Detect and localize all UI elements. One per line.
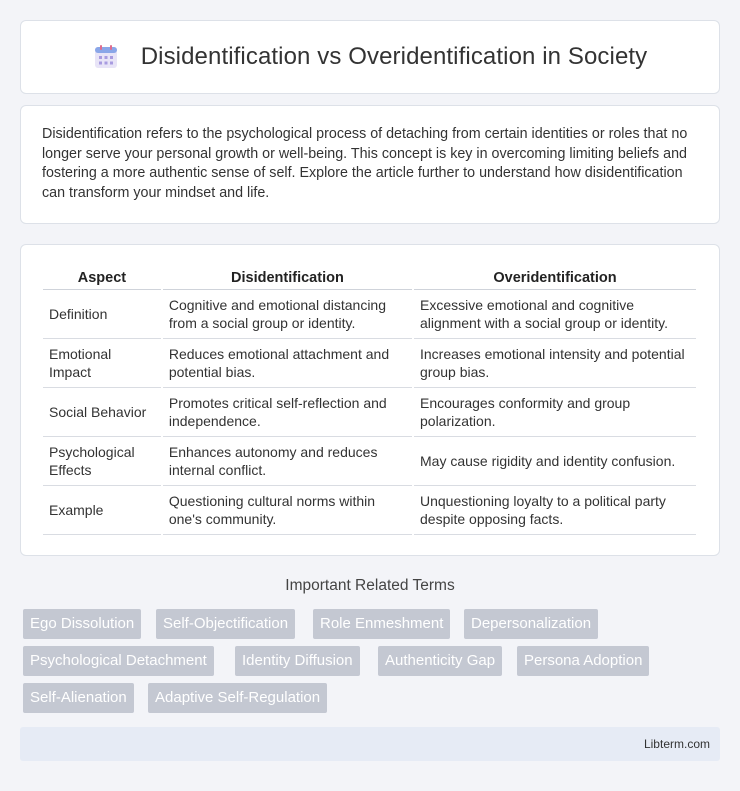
related-term-tag[interactable]: Role Enmeshment [313, 609, 450, 639]
title-card [20, 20, 720, 94]
cell-disidentification: Cognitive and emotional distancing from a social group or identity. [163, 290, 412, 339]
related-term-tag[interactable]: Depersonalization [464, 609, 598, 639]
table-row [43, 339, 696, 388]
cell-overidentification: Encourages conformity and group polarization. [414, 388, 696, 437]
comparison-table [41, 267, 698, 535]
cell-disidentification: Questioning cultural norms within one's community. [163, 486, 412, 535]
header-overidentification: Overidentification [414, 267, 696, 290]
cell-aspect: Emotional Impact [43, 339, 161, 388]
intro-card [20, 105, 720, 224]
intro-text: Disidentification refers to the psychological process of detaching from certain identities or roles that no longer serve your personal growth or well-being. This concept is key in overcoming limiting beliefs and fostering a more authentic sense of self. Explore the article further to understand how disidentification can transform your mindset and life. [42, 126, 688, 201]
cell-disidentification: Promotes critical self-reflection and independence. [163, 388, 412, 437]
footer-site-link[interactable]: Libterm.com [643, 737, 710, 751]
cell-disidentification: Reduces emotional attachment and potential bias. [163, 339, 412, 388]
related-term-tag[interactable]: Identity Diffusion [235, 646, 360, 676]
related-term-tag[interactable]: Ego Dissolution [23, 609, 141, 639]
page-title: Disidentification vs Overidentification in Society [140, 43, 648, 70]
cell-aspect: Social Behavior [43, 388, 161, 437]
related-term-tag[interactable]: Psychological Detachment [23, 646, 214, 676]
table-row [43, 486, 696, 535]
related-term-tag[interactable]: Self-Objectification [156, 609, 295, 639]
related-terms-title: Important Related Terms [285, 577, 455, 594]
related-term-tag[interactable]: Self-Alienation [23, 683, 134, 713]
table-row [43, 388, 696, 437]
cell-overidentification: Increases emotional intensity and potential group bias. [414, 339, 696, 388]
related-term-tag[interactable]: Authenticity Gap [378, 646, 502, 676]
cell-overidentification: May cause rigidity and identity confusion. [414, 437, 696, 486]
cell-aspect: Definition [43, 290, 161, 339]
related-term-tag[interactable]: Adaptive Self-Regulation [148, 683, 327, 713]
table-row [43, 290, 696, 339]
cell-overidentification: Unquestioning loyalty to a political party despite opposing facts. [414, 486, 696, 535]
cell-aspect: Psychological Effects [43, 437, 161, 486]
cell-overidentification: Excessive emotional and cognitive alignment with a social group or identity. [414, 290, 696, 339]
footer [20, 727, 720, 761]
cell-disidentification: Enhances autonomy and reduces internal conflict. [163, 437, 412, 486]
table-header-row [43, 267, 696, 290]
comparison-table-card [20, 244, 720, 556]
related-term-tag[interactable]: Persona Adoption [517, 646, 649, 676]
header-disidentification: Disidentification [163, 267, 412, 290]
cell-aspect: Example [43, 486, 161, 535]
header-aspect: Aspect [43, 267, 161, 290]
table-row [43, 437, 696, 486]
calendar-icon [93, 44, 119, 70]
